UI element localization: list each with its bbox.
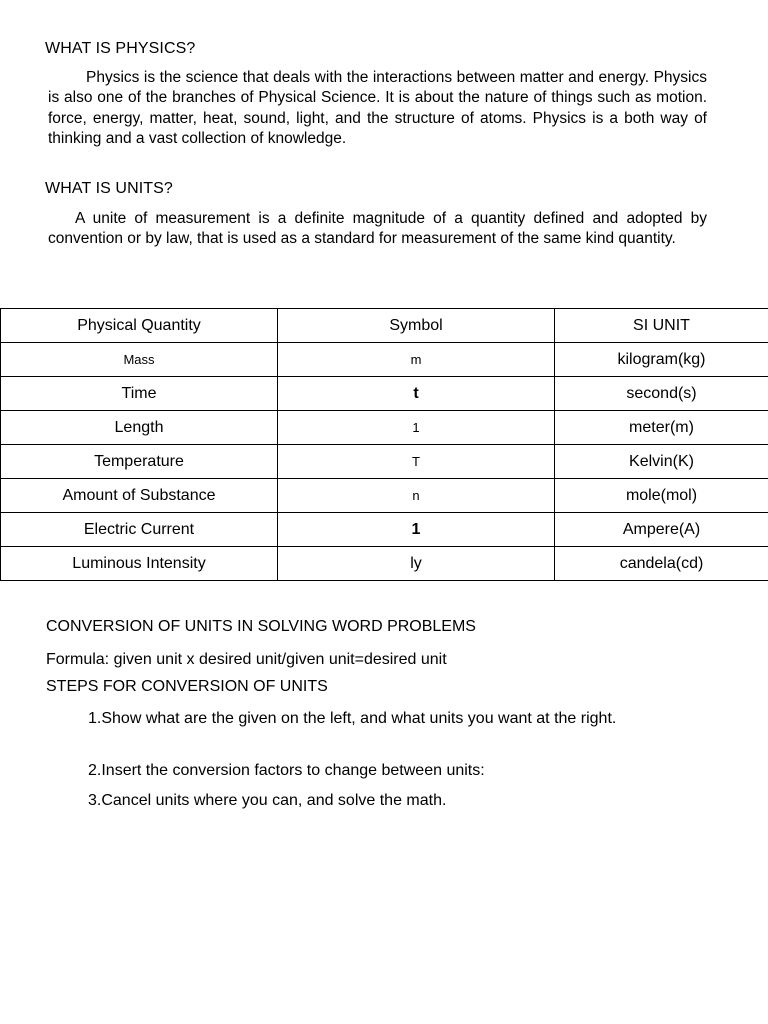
symbol-cell: T	[278, 445, 555, 479]
table-row	[1, 445, 768, 479]
quantity-cell: Mass	[1, 343, 278, 377]
quantity-cell: Time	[1, 377, 278, 411]
quantity-cell: Electric Current	[1, 513, 278, 547]
conversion-formula: Formula: given unit x desired unit/given unit=desired unit	[46, 651, 447, 668]
unit-cell: kilogram(kg)	[555, 343, 768, 377]
symbol-cell: m	[278, 343, 555, 377]
table-row	[1, 377, 768, 411]
symbol-cell: 1	[278, 513, 555, 547]
header-si-unit: SI UNIT	[555, 309, 768, 343]
unit-cell: Kelvin(K)	[555, 445, 768, 479]
conversion-heading: CONVERSION OF UNITS IN SOLVING WORD PROBLEMS	[46, 618, 476, 635]
units-paragraph	[48, 209, 707, 250]
quantity-cell: Amount of Substance	[1, 479, 278, 513]
quantity-cell: Temperature	[1, 445, 278, 479]
step-2: 2.Insert the conversion factors to change between units:	[88, 762, 485, 779]
physics-paragraph	[48, 68, 707, 149]
quantity-cell: Luminous Intensity	[1, 547, 278, 581]
table-row	[1, 547, 768, 581]
quantity-cell: Length	[1, 411, 278, 445]
unit-cell: mole(mol)	[555, 479, 768, 513]
table-row	[1, 513, 768, 547]
unit-cell: meter(m)	[555, 411, 768, 445]
header-physical-quantity: Physical Quantity	[1, 309, 278, 343]
units-paragraph-text: A unite of measurement is a definite magnitude of a quantity defined and adopted by convention or by law, that is used as a standard for measurement of the same kind quantity.	[48, 210, 707, 248]
symbol-cell: n	[278, 479, 555, 513]
table-row	[1, 411, 768, 445]
table-row	[1, 479, 768, 513]
symbol-cell: ly	[278, 547, 555, 581]
si-units-table	[0, 308, 768, 581]
units-heading: WHAT IS UNITS?	[45, 180, 173, 197]
table-header-row	[1, 309, 768, 343]
step-1: 1.Show what are the given on the left, and what units you want at the right.	[88, 710, 617, 727]
unit-cell: Ampere(A)	[555, 513, 768, 547]
symbol-cell: 1	[278, 411, 555, 445]
table-row	[1, 343, 768, 377]
physics-heading: WHAT IS PHYSICS?	[45, 40, 196, 57]
symbol-cell: t	[278, 377, 555, 411]
steps-heading: STEPS FOR CONVERSION OF UNITS	[46, 678, 328, 695]
header-symbol: Symbol	[278, 309, 555, 343]
step-3: 3.Cancel units where you can, and solve the math.	[88, 792, 447, 809]
physics-paragraph-text: Physics is the science that deals with the interactions between matter and energy. Physics is also one of the branches of Physical Science. It is about the nature of things such as motion. force, energy, matter, heat, sound, light, and the structure of atoms. Physics is a both way of thinking and a vast collection of knowledge.	[48, 69, 707, 147]
unit-cell: second(s)	[555, 377, 768, 411]
unit-cell: candela(cd)	[555, 547, 768, 581]
